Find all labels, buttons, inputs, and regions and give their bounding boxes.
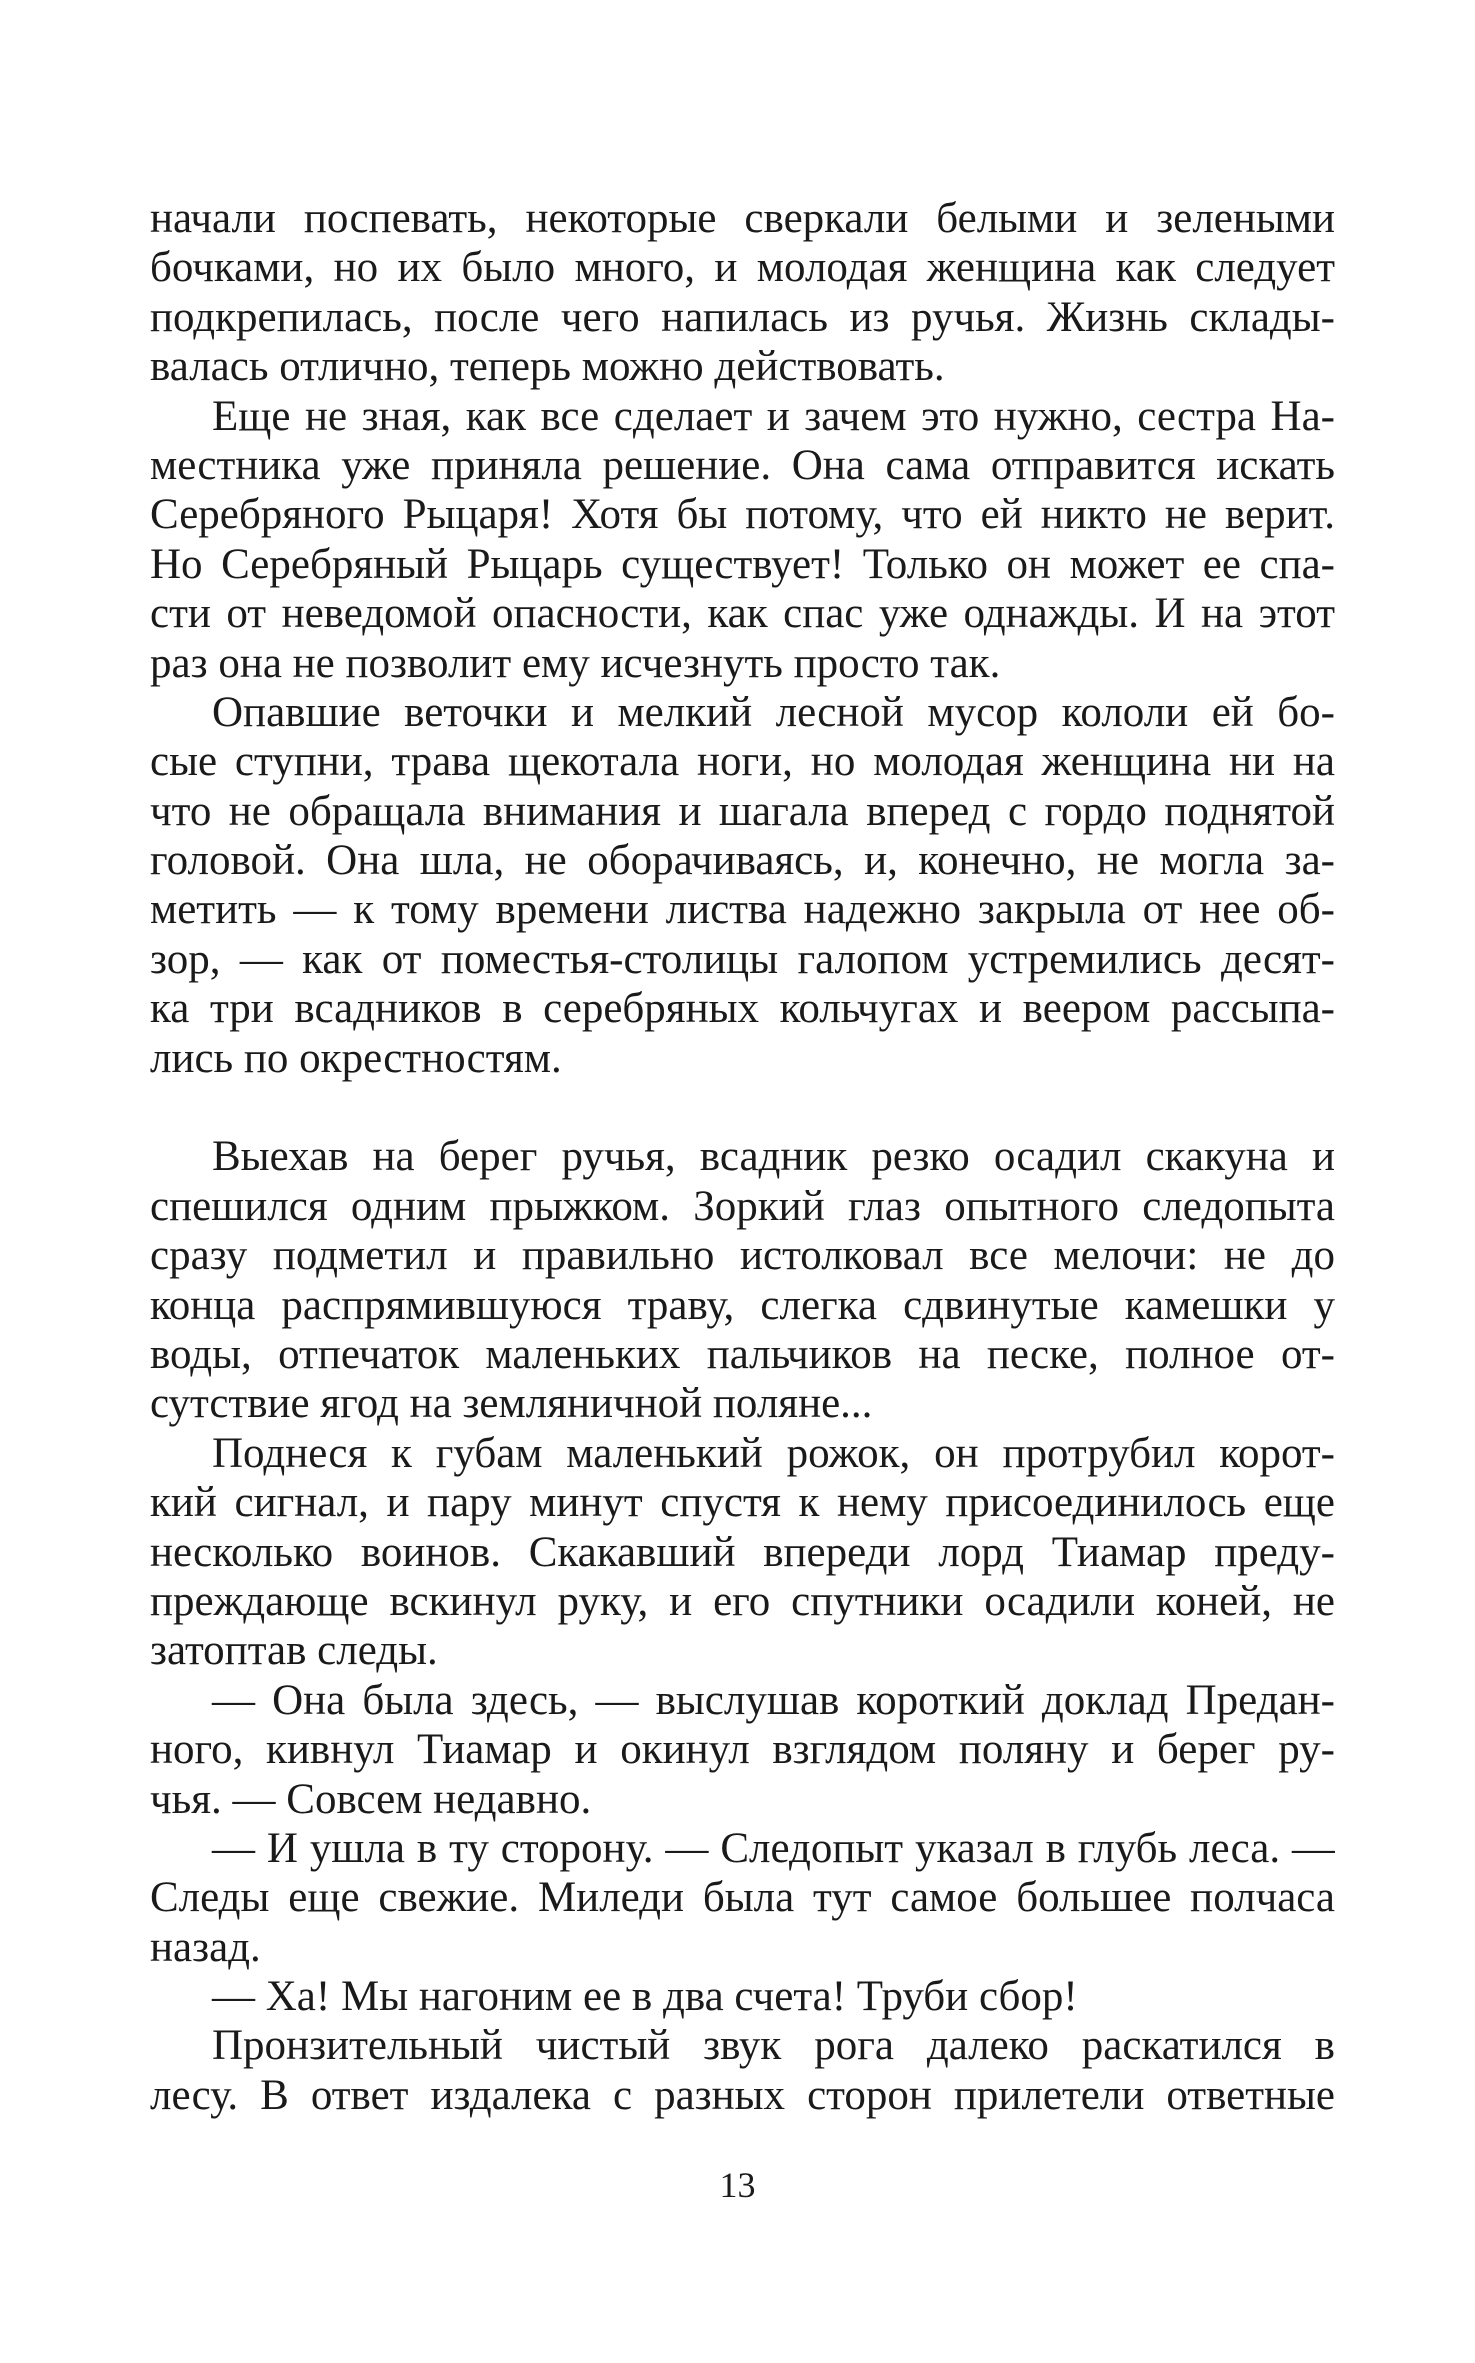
text-line: — И ушла в ту сторону. — Следопыт указал в глубь леса. — — [212, 1824, 1335, 1872]
paragraph — [150, 2021, 1335, 2120]
paragraph — [150, 392, 1335, 688]
text-line: Следы еще свежие. Миледи была тут самое большее полчаса — [150, 1874, 1335, 1922]
text-line: лись по окрестностям. — [150, 1034, 562, 1082]
text-line: несколько воинов. Скакавший впереди лорд Тиамар преду- — [150, 1528, 1335, 1576]
text-line: бочками, но их было много, и молодая женщина как следует — [150, 244, 1335, 292]
text-line: начали поспевать, некоторые сверкали белыми и зелеными — [150, 195, 1335, 242]
text-line: раз она не позволит ему исчезнуть просто так. — [150, 639, 1001, 687]
text-line: Пронзительный чистый звук рога далеко раскатился в — [212, 2022, 1335, 2070]
page-number: 13 — [719, 2165, 756, 2205]
text-line: чья. — Совсем недавно. — [150, 1775, 592, 1823]
text-line: ка три всадников в серебряных кольчугах и веером рассыпа- — [150, 985, 1335, 1033]
text-line: сые ступни, трава щекотала ноги, но молодая женщина ни на — [150, 738, 1335, 786]
text-line: преждающе вскинул руку, и его спутники осадили коней, не — [150, 1577, 1335, 1625]
text-line: подкрепилась, после чего напилась из ручья. Жизнь склады- — [150, 293, 1335, 341]
text-line: конца распрямившуюся траву, слегка сдвинутые камешки у — [150, 1281, 1335, 1329]
text-line: сти от неведомой опасности, как спас уже однажды. И на этот — [150, 590, 1335, 638]
paragraph — [150, 1972, 1335, 2021]
paragraph — [150, 688, 1335, 1083]
text-line: Выехав на берег ручья, всадник резко осадил скакуна и — [212, 1133, 1335, 1181]
text-line: назад. — [150, 1923, 261, 1971]
paragraph — [150, 194, 1335, 392]
section-break — [150, 1083, 1335, 1132]
body-text — [150, 194, 1335, 2120]
text-line: сразу подметил и правильно истолковал все мелочи: не до — [150, 1232, 1335, 1280]
text-line: Опавшие веточки и мелкий лесной мусор кололи ей бо- — [212, 688, 1335, 736]
text-line: зор, — как от поместья-столицы галопом устремились десят- — [150, 935, 1335, 983]
text-line: затоптав следы. — [150, 1627, 438, 1675]
text-line: что не обращала внимания и шагала вперед с гордо поднятой — [150, 787, 1335, 835]
text-line: воды, отпечаток маленьких пальчиков на песке, полное от- — [150, 1330, 1335, 1378]
text-line: метить — к тому времени листва надежно закрыла от нее об- — [150, 886, 1335, 934]
paragraph — [150, 1676, 1335, 1824]
text-line: сутствие ягод на земляничной поляне... — [150, 1380, 873, 1428]
text-line: местника уже приняла решение. Она сама отправится искать — [150, 441, 1335, 489]
text-line: Еще не зная, как все сделает и зачем это нужно, сестра На- — [212, 392, 1335, 440]
paragraph — [150, 1824, 1335, 1972]
text-line: — Ха! Мы нагоним ее в два счета! Труби сбор! — [212, 1973, 1078, 2021]
paragraph — [150, 1132, 1335, 1428]
paragraph — [150, 1429, 1335, 1676]
text-line: лесу. В ответ издалека с разных сторон прилетели ответные — [150, 2071, 1335, 2119]
text-line: Серебряного Рыцаря! Хотя бы потому, что ей никто не верит. — [150, 491, 1335, 539]
text-line: спешился одним прыжком. Зоркий глаз опытного следопыта — [150, 1182, 1335, 1230]
text-line: Поднеся к губам маленький рожок, он протрубил корот- — [212, 1429, 1335, 1477]
text-line: — Она была здесь, — выслушав короткий доклад Предан- — [212, 1676, 1335, 1724]
text-line: Но Серебряный Рыцарь существует! Только он может ее спа- — [150, 540, 1335, 588]
text-line: валась отлично, теперь можно действовать. — [150, 343, 945, 391]
text-line: головой. Она шла, не оборачиваясь, и, конечно, не могла за- — [150, 837, 1335, 885]
text-line: ного, кивнул Тиамар и окинул взглядом поляну и берег ру- — [150, 1726, 1335, 1774]
text-line: кий сигнал, и пару минут спустя к нему присоединилось еще — [150, 1479, 1335, 1527]
